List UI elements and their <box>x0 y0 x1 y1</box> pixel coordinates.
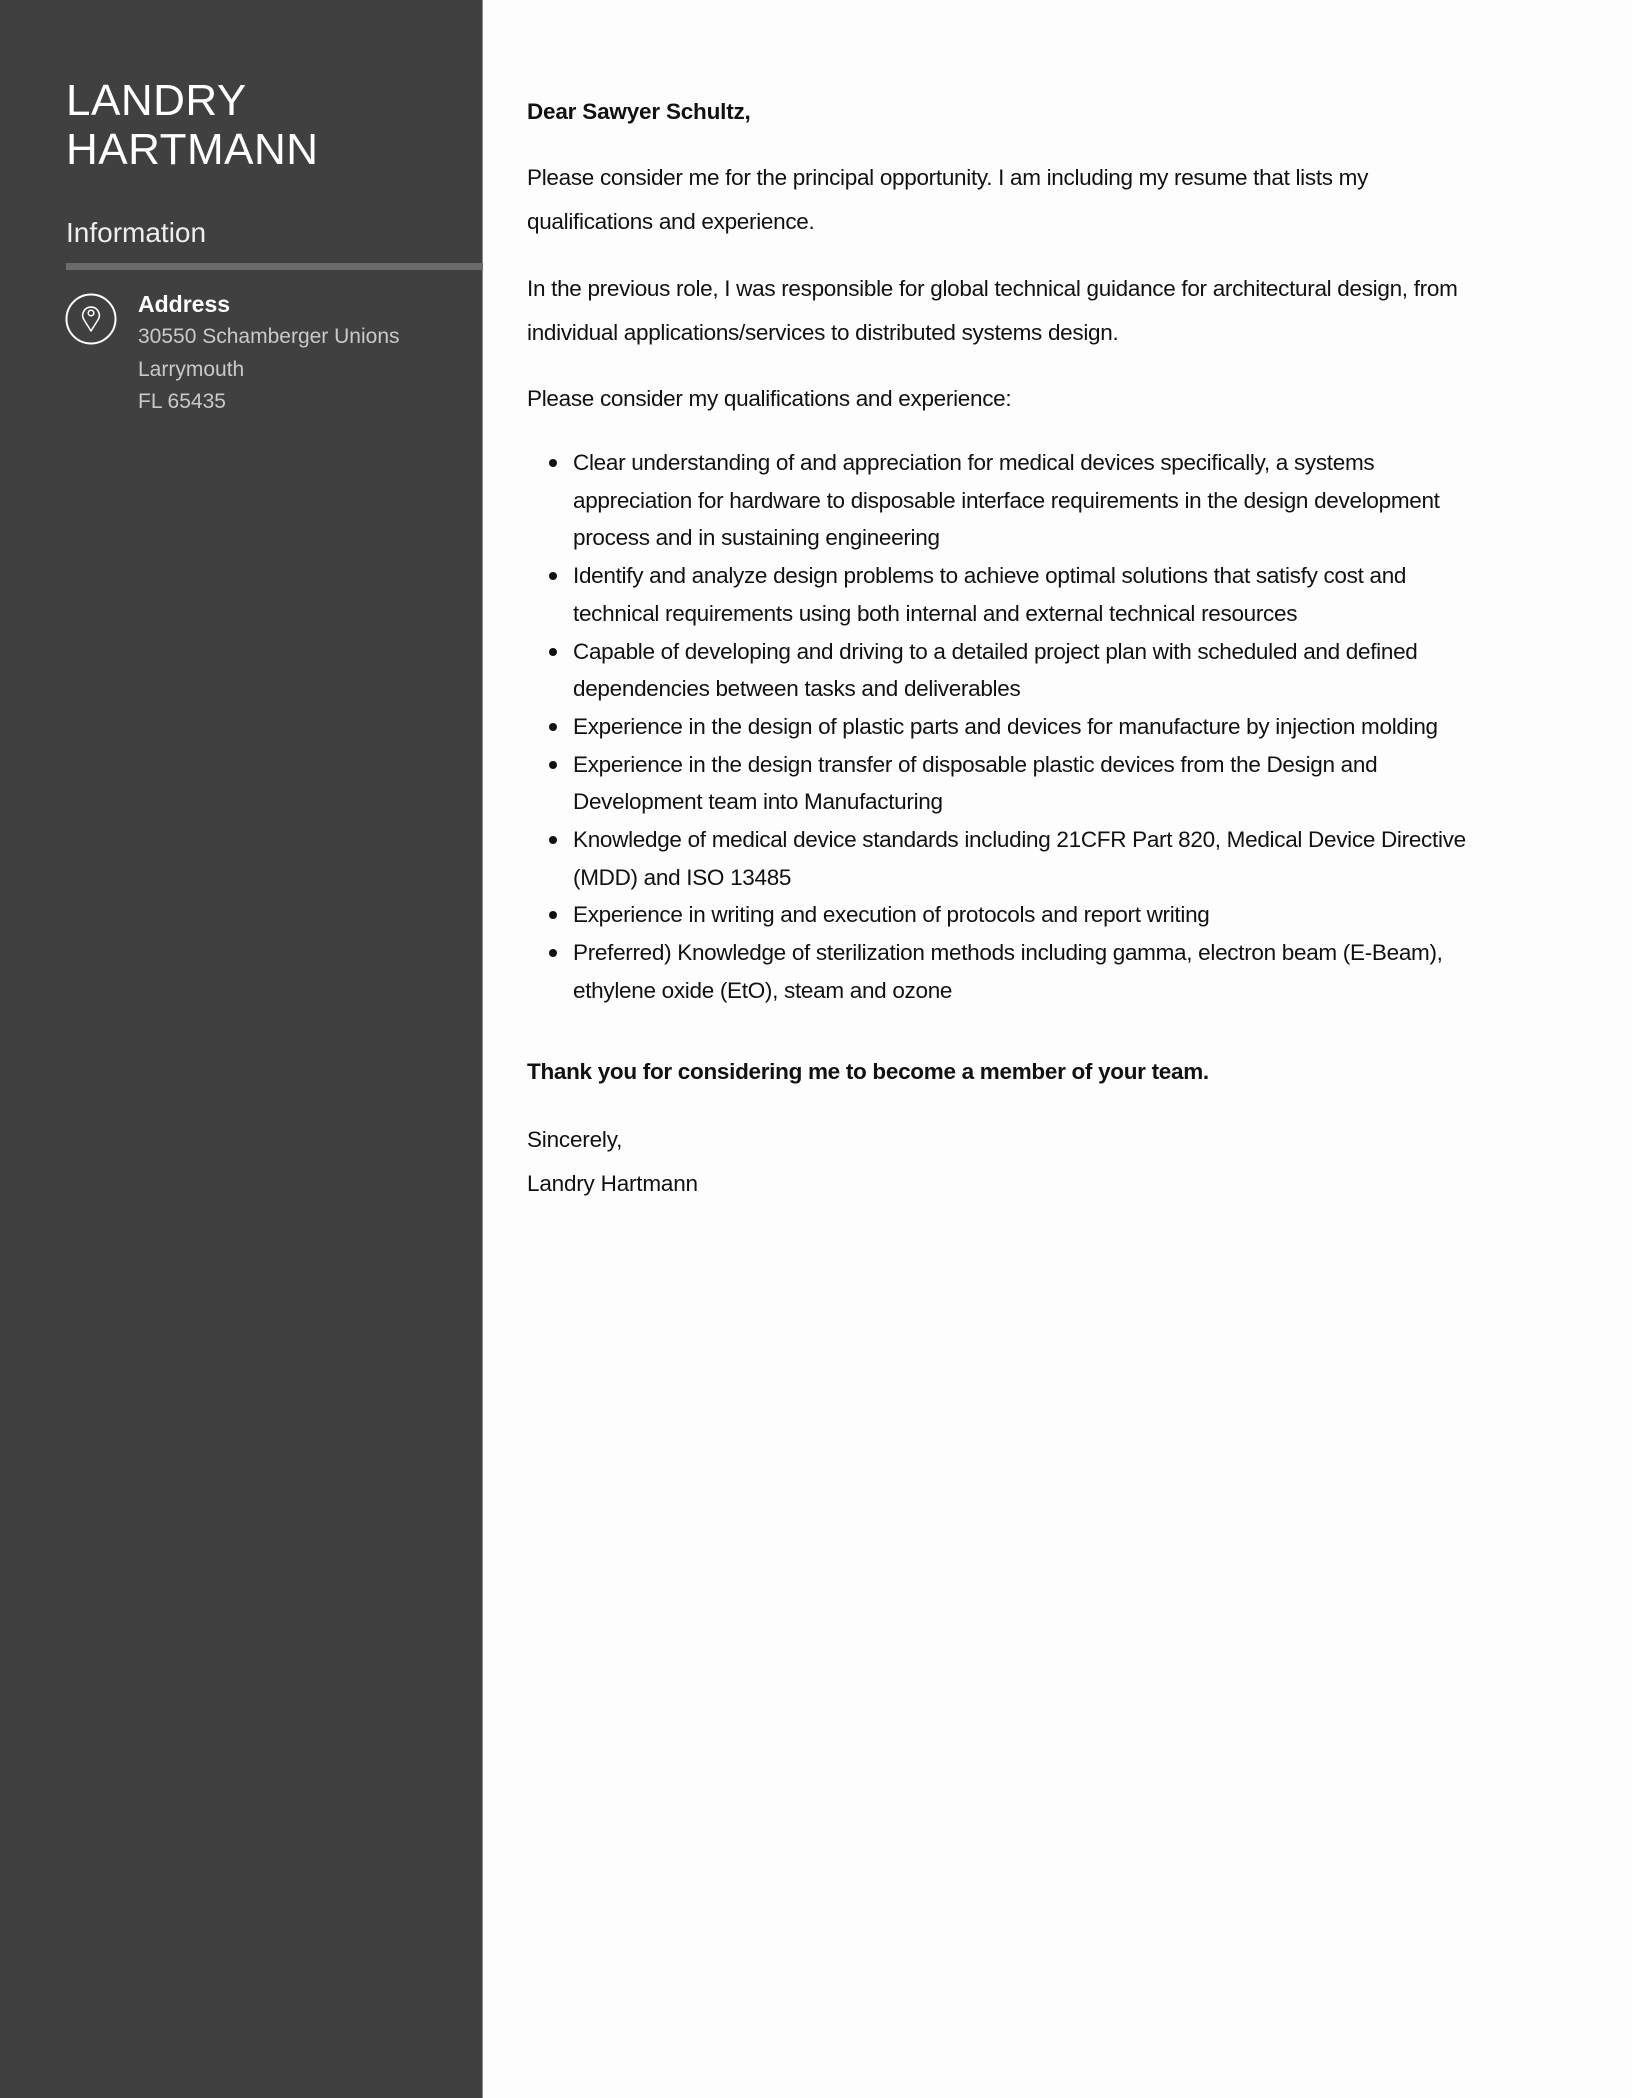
list-item-line: ethylene oxide (EtO), steam and ozone <box>573 977 953 1003</box>
bullet-icon <box>549 836 557 844</box>
sidebar <box>0 0 483 2098</box>
list-item-line: appreciation for hardware to disposable interface requirements in the design development <box>573 487 1440 513</box>
list-item <box>527 557 1466 632</box>
list-item-line: Preferred) Knowledge of sterilization methods including gamma, electron beam (E-Beam), <box>573 940 1443 966</box>
bullet-icon <box>549 911 557 919</box>
letter-paragraph-intro <box>527 156 1368 244</box>
paragraph-line: Please consider me for the principal opportunity. I am including my resume that lists my <box>527 165 1369 190</box>
list-item <box>527 746 1466 821</box>
list-item-line: Development team into Manufacturing <box>573 789 943 815</box>
list-item-line: Identify and analyze design problems to achieve optimal solutions that satisfy cost and <box>573 563 1407 589</box>
list-item-line: Experience in the design transfer of disposable plastic devices from the Design and <box>573 751 1378 777</box>
list-item-line: technical requirements using both internal and external technical resources <box>573 600 1298 626</box>
letter-greeting: Dear Sawyer Schultz, <box>527 99 751 124</box>
letter-paragraph-previous-role <box>527 267 1458 355</box>
list-item <box>527 633 1466 708</box>
section-divider <box>66 263 483 270</box>
bullet-icon <box>549 572 557 580</box>
address-state-zip: FL 65435 <box>138 390 226 413</box>
qualifications-list <box>527 444 1466 1010</box>
paragraph-line: Please consider my qualifications and experience: <box>527 386 1012 411</box>
list-item-line: Experience in writing and execution of protocols and report writing <box>573 902 1210 928</box>
signoff-phrase: Sincerely, <box>527 1127 623 1152</box>
bullet-icon <box>549 459 557 467</box>
bullet-icon <box>549 949 557 957</box>
list-item-line: Knowledge of medical device standards including 21CFR Part 820, Medical Device Directive <box>573 827 1466 853</box>
list-item <box>527 896 1466 934</box>
address-street: 30550 Schamberger Unions <box>138 325 400 348</box>
list-item-line: dependencies between tasks and deliverables <box>573 676 1021 702</box>
paragraph-line: In the previous role, I was responsible for global technical guidance for architectural design, from <box>527 276 1458 301</box>
address-value <box>138 321 400 419</box>
section-title-information: Information <box>66 217 207 248</box>
list-item <box>527 708 1466 746</box>
location-pin-icon <box>65 293 117 345</box>
list-item-line: (MDD) and ISO 13485 <box>573 864 792 890</box>
letter-paragraph-qualifications-lead <box>527 377 1011 421</box>
address-label: Address <box>138 291 231 317</box>
list-item <box>527 821 1466 896</box>
bullet-icon <box>549 648 557 656</box>
letter-closing: Thank you for considering me to become a member of your team. <box>527 1059 1209 1084</box>
letter-signoff <box>527 1118 698 1206</box>
list-item-line: Clear understanding of and appreciation for medical devices specifically, a systems <box>573 450 1375 475</box>
signature-name: Landry Hartmann <box>527 1171 698 1196</box>
address-city: Larrymouth <box>138 357 245 381</box>
list-item <box>527 934 1466 1009</box>
list-item-line: Capable of developing and driving to a detailed project plan with scheduled and defined <box>573 638 1418 664</box>
applicant-name <box>66 76 319 174</box>
list-item-line: Experience in the design of plastic parts and devices for manufacture by injection molding <box>573 713 1438 739</box>
paragraph-line: individual applications/services to distributed systems design. <box>527 320 1119 345</box>
list-item-line: process and in sustaining engineering <box>573 525 940 551</box>
applicant-first-name: LANDRY <box>66 76 247 125</box>
paragraph-line: qualifications and experience. <box>527 209 815 234</box>
list-item <box>527 444 1466 557</box>
bullet-icon <box>549 761 557 769</box>
applicant-last-name: HARTMANN <box>66 125 319 174</box>
bullet-icon <box>549 723 557 731</box>
